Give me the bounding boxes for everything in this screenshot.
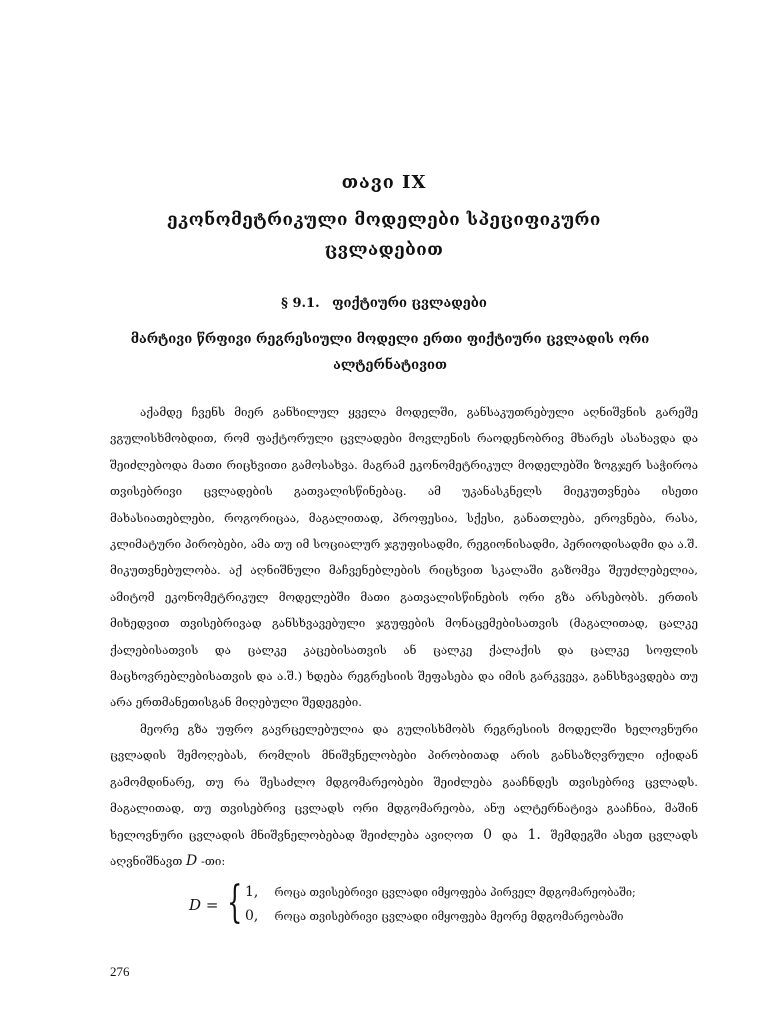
section-number: § 9.1. xyxy=(281,296,320,311)
case-2-value: 0, xyxy=(245,908,259,924)
formula-variable: D xyxy=(189,896,202,914)
dummy-variable-formula xyxy=(185,877,636,930)
denote-suffix: -თი: xyxy=(200,853,226,868)
variable-d: D xyxy=(186,852,198,869)
chapter-title: თავი IX xyxy=(341,172,427,193)
value-one: 1. xyxy=(527,826,541,843)
case-1-text: როცა თვისებრივი ცვლადი იმყოფება პირველ მდგომარეობაში; xyxy=(274,886,636,899)
formula-case-1 xyxy=(245,884,636,900)
section-heading xyxy=(0,296,768,311)
and-word: და xyxy=(501,827,518,842)
formula-lhs xyxy=(189,896,218,914)
denote-text: შემდეგში ასეთ ცვლადს აღვნიშნავთ xyxy=(110,827,698,868)
page-number: 276 xyxy=(110,964,130,979)
formula-equals: = xyxy=(205,896,219,914)
body-text xyxy=(110,399,698,874)
case-1-value: 1, xyxy=(245,884,259,900)
case-2-text: როცა თვისებრივი ცვლადი იმყოფება მეორე მდგომარეობაში xyxy=(274,910,624,923)
paragraph-1: აქამდე ჩვენს მიერ განხილულ ყველა მოდელში, განსაკუთრებული აღნიშვნის გარეშე ვგულისხმობდით, რომ ფაქტორული ცვლადები მოვლენის რაოდენობრივ მხარეს ასახავდა და შეიძლებოდა მათი რიცხვითი გამოსახვა. მაგრამ ეკონომეტრიკულ მოდელებში ზოგჯერ საჭიროა თვისებრივი ცვლადების გათვალისწინებაც. ამ უკანასკნელს მიეკუთვნება ისეთი მახასიათებლები, როგორიცაა, მაგალითად, პროფესია, სქესი, განათლება, ეროვნება, რასა, კლიმატური პირობები, ამა თუ იმ სოციალურ ჯგუფისადმი, რეგიონისადმი, პერიოდისადმი და ა.შ. მიკუთვნებულობა. აქ აღნიშნული მაჩვენებლების რიცხვით სკალაში გაზომვა შეუძლებელია, ამიტომ ეკონომეტრიკულ მოდელებში მათი გათვალისწინების ორი გზა არსებობს. ერთის მიხედვით თვისებრივად განსხვავებული ჯგუფების მონაცემებისათვის (მაგალითად, ცალკე ქალებისათვის და ცალკე კაცებისათვის ან ცალკე ქალაქის და ცალკე სოფლის მაცხოვრებლებისათვის და ა.შ.) ხდება რეგრესიის შეფასება და იმის გარკვევა, განსხვავდება თუ არა ერთმანეთისგან მიღებული შედეგები. xyxy=(110,405,698,710)
main-title: ეკონომეტრიკული მოდელები სპეციფიკური ცვლადებით xyxy=(167,210,601,260)
section-title: ფიქტიური ცვლადები xyxy=(332,296,487,311)
paragraph-2-text: მეორე გზა უფრო გავრცელებულია და გულისხმობს რეგრესიის მოდელში ხელოვნური ცვლადის შემოღებას, რომლის მნიშვნელობები პირობითად არის განსაზღვრული იქიდან გამომდინარე, თუ რა შესაძლო მდგომარეობები შეიძლება გააჩნდეს თვისებრივ ცვლადს. მაგალითად, თუ თვისებრივ ცვლადს ორი მდგომარეობა, ანუ ალტერნატივა გააჩნია, მაშინ ხელოვნური ცვლადის მნიშვნელობებად შეიძლება ავიღოთ xyxy=(110,721,698,842)
subsection-title: მარტივი წრფივი რეგრესიული მოდელი ერთი ფიქტიური ცვლადის ორი ალტერნატივით xyxy=(130,332,650,373)
paragraph-2 xyxy=(110,716,698,874)
formula-case-2 xyxy=(245,908,623,924)
value-zero: 0 xyxy=(483,826,493,843)
left-brace-icon: { xyxy=(227,877,243,928)
